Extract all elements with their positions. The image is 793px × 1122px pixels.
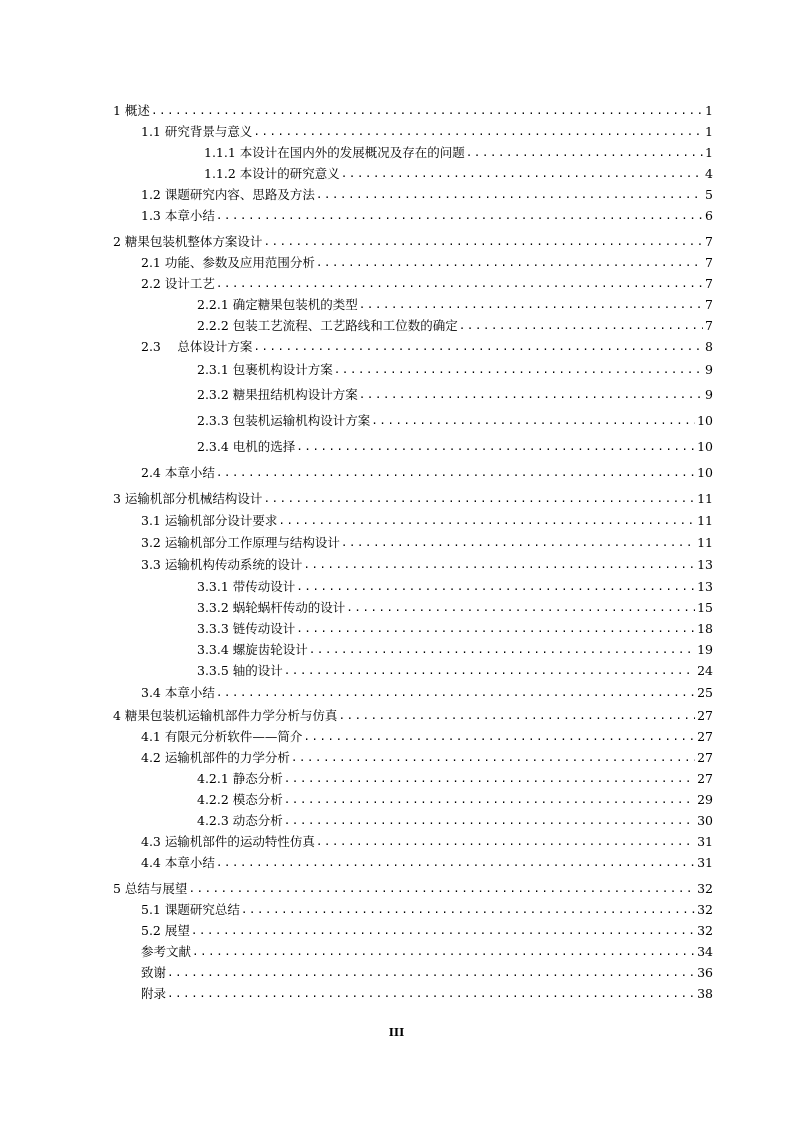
toc-dot-leader [216, 274, 703, 294]
toc-entry[interactable] [141, 853, 713, 873]
toc-entry[interactable] [141, 122, 713, 142]
toc-entry-title: 2.3.4 电机的选择 [197, 439, 296, 454]
toc-entry-title: 4.4 本章小结 [141, 855, 215, 870]
toc-entry-page: 11 [697, 535, 713, 550]
toc-dot-leader [253, 122, 703, 142]
toc-dot-leader [284, 661, 695, 681]
toc-dot-leader [309, 640, 695, 660]
toc-entry-title: 2.2 设计工艺 [141, 276, 215, 291]
toc-entry-page: 27 [697, 771, 713, 786]
toc-dot-leader [278, 511, 695, 531]
toc-dot-leader [216, 853, 695, 873]
toc-entry-page: 34 [697, 944, 713, 959]
toc-entry-title: 2.4 本章小结 [141, 465, 215, 480]
toc-dot-leader [316, 185, 703, 205]
toc-entry-title: 4.2 运输机部件的力学分析 [141, 750, 290, 765]
toc-dot-leader [291, 748, 695, 768]
toc-entry[interactable] [197, 598, 713, 618]
toc-entry[interactable] [141, 921, 713, 941]
toc-entry-page: 13 [697, 579, 713, 594]
toc-entry-title: 3.3.4 螺旋齿轮设计 [197, 642, 308, 657]
toc-entry-title: 致谢 [141, 965, 167, 980]
toc-entry[interactable] [141, 942, 713, 962]
toc-dot-leader [284, 811, 695, 831]
toc-entry-title: 1.1.2 本设计的研究意义 [204, 166, 340, 181]
toc-entry-page: 15 [697, 600, 713, 615]
toc-dot-leader [466, 143, 703, 163]
toc-dot-leader [296, 437, 695, 457]
toc-entry[interactable] [113, 879, 713, 899]
toc-entry-page: 27 [697, 729, 713, 744]
toc-entry-title: 3.4 本章小结 [141, 685, 215, 700]
toc-dot-leader [296, 577, 695, 597]
toc-entry-page: 10 [697, 439, 713, 454]
toc-entry-title: 3.3.2 蜗轮蜗杆传动的设计 [197, 600, 346, 615]
toc-entry[interactable] [197, 295, 713, 315]
toc-entry[interactable] [141, 253, 713, 273]
toc-entry-page: 30 [697, 813, 713, 828]
toc-entry[interactable] [197, 769, 713, 789]
toc-entry-title: 2.1 功能、参数及应用范围分析 [141, 255, 315, 270]
toc-dot-leader [284, 790, 695, 810]
toc-entry[interactable] [141, 555, 713, 575]
toc-entry-title: 3.3 运输机构传动系统的设计 [141, 557, 303, 572]
toc-dot-leader [341, 164, 703, 184]
toc-entry-page: 13 [697, 557, 713, 572]
toc-dot-leader [188, 879, 695, 899]
toc-dot-leader [192, 942, 695, 962]
toc-dot-leader [338, 706, 695, 726]
toc-dot-leader [216, 683, 695, 703]
toc-entry-title: 2.2.2 包装工艺流程、工艺路线和工位数的确定 [197, 318, 458, 333]
toc-dot-leader [263, 232, 703, 252]
toc-entry-page: 36 [697, 965, 713, 980]
toc-entry[interactable] [197, 790, 713, 810]
toc-entry[interactable] [197, 316, 713, 336]
toc-entry-page: 24 [697, 663, 713, 678]
toc-entry[interactable] [113, 101, 713, 121]
toc-entry-page: 7 [705, 255, 713, 270]
toc-entry-title: 4.1 有限元分析软件——简介 [141, 729, 303, 744]
toc-entry-page: 8 [705, 339, 713, 354]
toc-dot-leader [216, 463, 695, 483]
toc-entry-title: 3.2 运输机部分工作原理与结构设计 [141, 535, 340, 550]
toc-entry-title: 1.1.1 本设计在国内外的发展概况及存在的问题 [204, 145, 465, 160]
toc-dot-leader [371, 411, 695, 431]
toc-entry[interactable] [141, 274, 713, 294]
toc-entry-title: 3.1 运输机部分设计要求 [141, 513, 278, 528]
toc-entry[interactable] [141, 533, 713, 553]
toc-entry-title: 2 糖果包装机整体方案设计 [113, 234, 263, 249]
toc-dot-leader [167, 963, 695, 983]
toc-entry-title: 5.2 展望 [141, 923, 190, 938]
toc-entry-title: 4.2.1 静态分析 [197, 771, 283, 786]
toc-dot-leader [341, 533, 695, 553]
toc-entry-title: 1.2 课题研究内容、思路及方法 [141, 187, 315, 202]
toc-entry[interactable] [141, 832, 713, 852]
toc-dot-leader [303, 727, 695, 747]
toc-entry-title: 2.2.1 确定糖果包装机的类型 [197, 297, 358, 312]
toc-entry-page: 7 [705, 297, 713, 312]
toc-entry[interactable] [197, 619, 713, 639]
toc-entry[interactable] [113, 706, 713, 726]
toc-dot-leader [316, 253, 703, 273]
toc-entry-page: 25 [697, 685, 713, 700]
toc-entry-title: 3.3.3 链传动设计 [197, 621, 296, 636]
toc-entry[interactable] [197, 640, 713, 660]
toc-entry-title: 2.3 总体设计方案 [141, 339, 253, 354]
toc-entry[interactable] [141, 337, 713, 357]
toc-dot-leader [346, 598, 695, 618]
toc-entry-title: 1.1 研究背景与意义 [141, 124, 253, 139]
toc-entry[interactable] [204, 164, 713, 184]
toc-entry-title: 4.2.3 动态分析 [197, 813, 283, 828]
toc-entry-title: 5 总结与展望 [113, 881, 188, 896]
toc-entry[interactable] [197, 437, 713, 457]
toc-entry-page: 11 [697, 491, 713, 506]
toc-entry-title: 4.3 运输机部件的运动特性仿真 [141, 834, 315, 849]
toc-dot-leader [241, 900, 695, 920]
toc-dot-leader [359, 385, 703, 405]
toc-dot-leader [263, 489, 695, 509]
toc-entry-title: 参考文献 [141, 944, 192, 959]
toc-entry[interactable] [141, 206, 713, 226]
toc-entry-title: 4 糖果包装机运输机部件力学分析与仿真 [113, 708, 338, 723]
toc-entry[interactable] [141, 463, 713, 483]
toc-entry-page: 32 [697, 923, 713, 938]
toc-entry[interactable] [197, 385, 713, 405]
toc-dot-leader [303, 555, 695, 575]
toc-entry-page: 29 [697, 792, 713, 807]
toc-entry-page: 5 [705, 187, 713, 202]
toc-dot-leader [296, 619, 695, 639]
toc-entry-page: 7 [705, 276, 713, 291]
toc-entry-title: 3 运输机部分机械结构设计 [113, 491, 263, 506]
toc-entry[interactable] [141, 511, 713, 531]
toc-entry-page: 32 [697, 881, 713, 896]
toc-entry-page: 4 [705, 166, 713, 181]
toc-entry-title: 5.1 课题研究总结 [141, 902, 240, 917]
toc-entry-title: 附录 [141, 986, 167, 1001]
toc-entry-page: 18 [697, 621, 713, 636]
toc-entry-page: 31 [697, 834, 713, 849]
toc-entry[interactable] [141, 185, 713, 205]
toc-entry-page: 27 [697, 750, 713, 765]
toc-entry-page: 11 [697, 513, 713, 528]
toc-entry-page: 7 [705, 318, 713, 333]
toc-entry-title: 3.3.5 轴的设计 [197, 663, 283, 678]
toc-dot-leader [334, 360, 703, 380]
toc-dot-leader [216, 206, 703, 226]
toc-entry-page: 1 [705, 103, 713, 118]
toc-entry-title: 2.3.3 包装机运输机构设计方案 [197, 413, 371, 428]
toc-dot-leader [151, 101, 703, 121]
toc-entry[interactable] [197, 360, 713, 380]
toc-entry-page: 27 [697, 708, 713, 723]
toc-dot-leader [459, 316, 703, 336]
toc-entry-title: 4.2.2 模态分析 [197, 792, 283, 807]
toc-entry-page: 7 [705, 234, 713, 249]
toc-entry-page: 19 [697, 642, 713, 657]
toc-dot-leader [253, 337, 703, 357]
toc-entry[interactable] [141, 683, 713, 703]
toc-entry-page: 6 [705, 208, 713, 223]
toc-dot-leader [284, 769, 695, 789]
toc-entry-page: 10 [697, 413, 713, 428]
toc-entry-page: 9 [705, 362, 713, 377]
toc-entry-title: 2.3.1 包裹机构设计方案 [197, 362, 333, 377]
toc-entry-title: 2.3.2 糖果扭结机构设计方案 [197, 387, 358, 402]
toc-entry[interactable] [141, 727, 713, 747]
toc-dot-leader [359, 295, 703, 315]
toc-entry[interactable] [113, 489, 713, 509]
toc-entry[interactable] [197, 811, 713, 831]
toc-entry[interactable] [197, 661, 713, 681]
toc-entry-page: 31 [697, 855, 713, 870]
toc-entry[interactable] [141, 963, 713, 983]
toc-entry-page: 38 [697, 986, 713, 1001]
toc-entry[interactable] [141, 984, 713, 1004]
toc-entry[interactable] [141, 900, 713, 920]
toc-entry[interactable] [204, 143, 713, 163]
toc-entry-title: 1.3 本章小结 [141, 208, 215, 223]
toc-entry[interactable] [197, 577, 713, 597]
toc-entry-title: 3.3.1 带传动设计 [197, 579, 296, 594]
toc-dot-leader [191, 921, 695, 941]
toc-dot-leader [316, 832, 695, 852]
toc-entry-page: 10 [697, 465, 713, 480]
toc-dot-leader [167, 984, 695, 1004]
toc-entry-page: 1 [705, 145, 713, 160]
toc-entry-title: 1 概述 [113, 103, 150, 118]
toc-entry-page: 32 [697, 902, 713, 917]
page-number: III [388, 1026, 405, 1039]
toc-entry-page: 9 [705, 387, 713, 402]
toc-entry[interactable] [141, 748, 713, 768]
toc-entry[interactable] [113, 232, 713, 252]
toc-entry-page: 1 [705, 124, 713, 139]
toc-entry[interactable] [197, 411, 713, 431]
